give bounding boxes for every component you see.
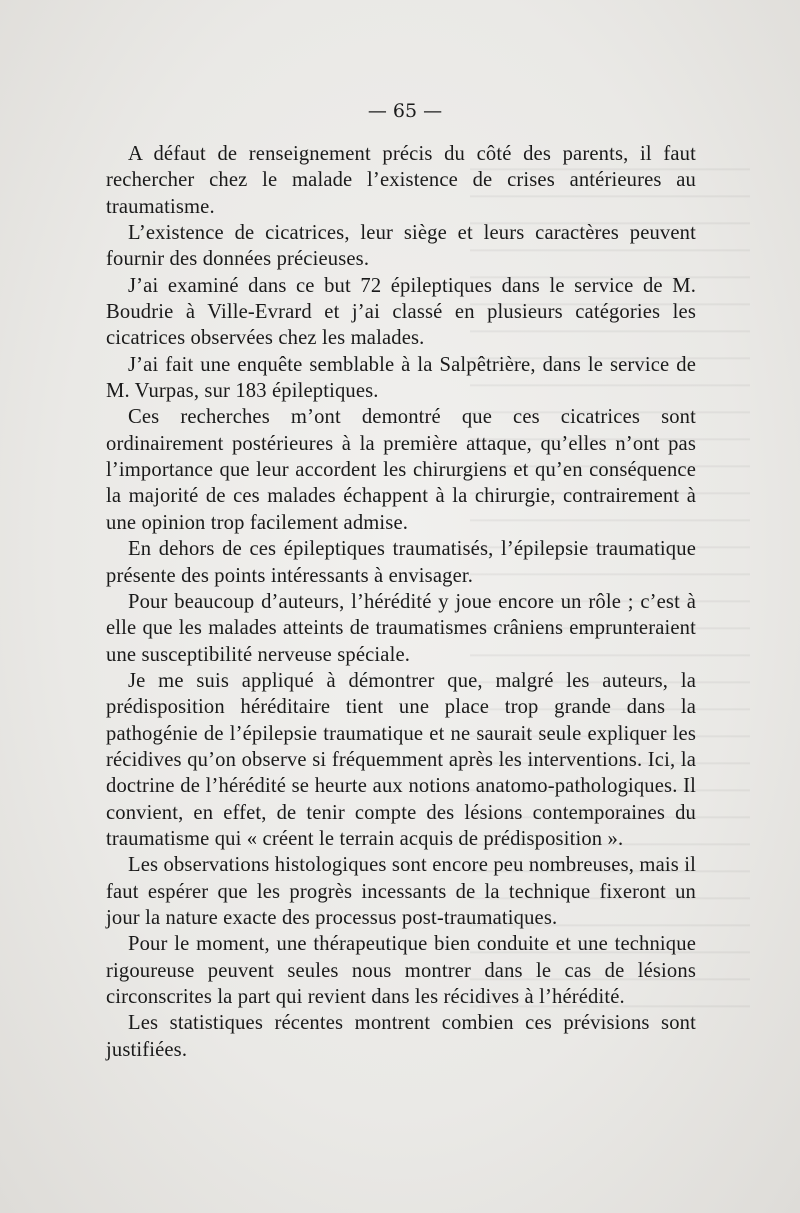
paragraph: A défaut de renseignement précis du côté des parents, il faut rechercher chez le malade l’existence de crises antérieures au traumatisme. (106, 143, 696, 218)
paragraph: J’ai examiné dans ce but 72 épileptiques dans le service de M. Boudrie à Ville-Evrard et j’ai classé en plusieurs catégories les cicatrices observées chez les malades. (106, 274, 696, 350)
paragraph: Les observations histologiques sont encore peu nombreuses, mais il faut espérer que les progrès incessants de la technique fixeront un jour la nature exacte des processus post-traumatiques. (106, 854, 696, 929)
paragraph: Les statistiques récentes montrent combien ces prévisions sont justifiées. (106, 1012, 696, 1061)
paragraph: Ces recherches m’ont demontré que ces cicatrices sont ordinairement postérieures à la première attaque, qu’elles n’ont pas l’importance que leur accordent les chirurgiens et qu’en conséquence la majorité de ces malades échappent à la chirurgie, contrairement à une opinion trop facilement admise. (106, 406, 696, 534)
paragraph: En dehors de ces épileptiques traumatisés, l’épilepsie traumatique présente des points intéressants à envisager. (106, 538, 696, 587)
body-text (106, 141, 696, 1063)
paragraph: J’ai fait une enquête semblable à la Salpêtrière, dans le service de M. Vurpas, sur 183 épileptiques. (106, 353, 696, 403)
paragraph: L’existence de cicatrices, leur siège et leurs caractères peuvent fournir des données précieuses. (106, 222, 696, 271)
paragraph: Je me suis appliqué à démontrer que, malgré les auteurs, la prédisposition héréditaire tient une place trop grande dans la pathogénie de l’épilepsie traumatique et ne saurait seule expliquer les récidives qu’on observe si fréquemment après les interventions. Ici, la doctrine de l’hérédité se heurte aux notions anatomo-pathologiques. Il convient, en effet, de tenir compte des lésions contemporaines du traumatisme qui « créent le terrain acquis de prédisposition ». (106, 669, 696, 850)
page-number: — 65 — (367, 100, 443, 122)
paragraph: Pour beaucoup d’auteurs, l’hérédité y joue encore un rôle ; c’est à elle que les malades atteints de traumatismes crâniens emprunteraient une susceptibilité nerveuse spéciale. (106, 590, 696, 666)
paragraph: Pour le moment, une thérapeutique bien conduite et une technique rigoureuse peuvent seules nous montrer dans le cas de lésions circonscrites la part qui revient dans les récidives à l’hérédité. (106, 933, 696, 1008)
